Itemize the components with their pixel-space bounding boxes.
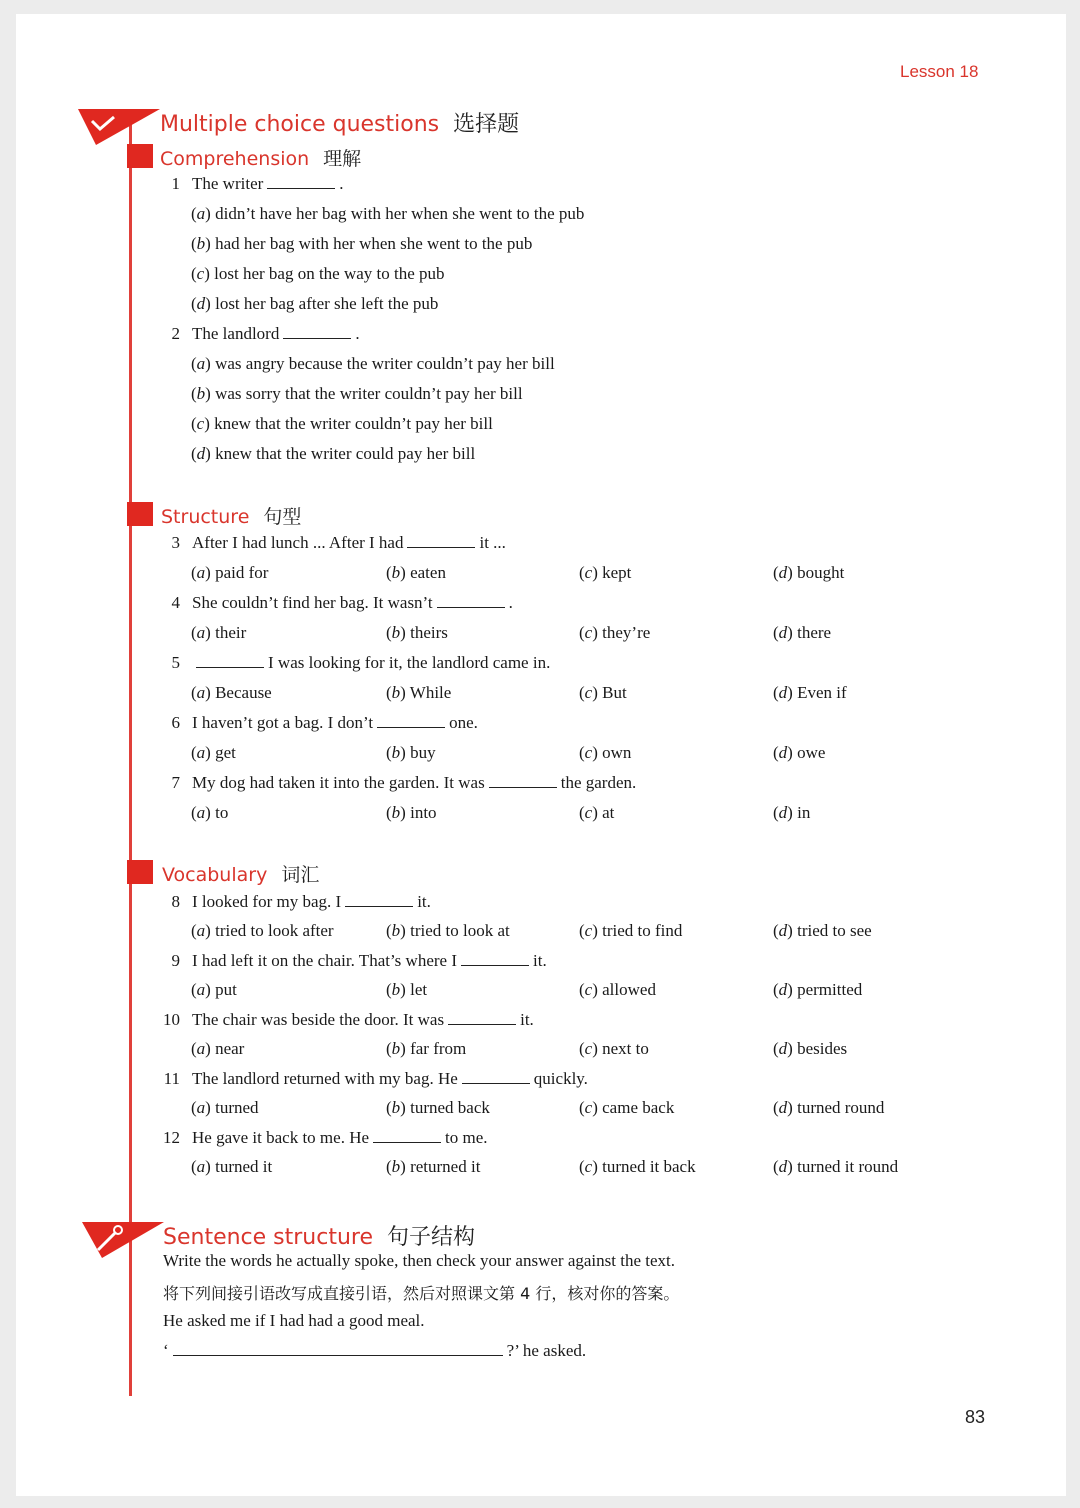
lesson-label: Lesson 18 [900, 62, 979, 81]
answer-blank[interactable] [345, 905, 413, 907]
section-marker [127, 144, 153, 168]
question-stem: I looked for my bag. I it. [192, 892, 431, 911]
question-number: 6 [171, 713, 180, 732]
instruction-cn: 将下列间接引语改写成直接引语，然后对照课文第 4 行，核对你的答案。 [163, 1284, 680, 1303]
question-number: 9 [171, 951, 180, 970]
question-stem: The landlord returned with my bag. He quickly. [192, 1069, 588, 1088]
option-c[interactable]: (c) lost her bag on the way to the pub [191, 264, 445, 283]
option-a[interactable]: (a) was angry because the writer couldn’t pay her bill [191, 354, 555, 373]
question-stem: I had left it on the chair. That’s where I it. [192, 951, 547, 970]
option-a[interactable]: (a) get [191, 743, 236, 762]
option-b[interactable]: (b) returned it [386, 1157, 481, 1176]
answer-blank[interactable] [448, 1023, 516, 1025]
option-b[interactable]: (b) eaten [386, 563, 446, 582]
mcq-heading: Multiple choice questions 选择题 [160, 112, 520, 137]
checkmark-icon [78, 107, 160, 147]
option-c[interactable]: (c) tried to find [579, 921, 683, 940]
option-d[interactable]: (d) tried to see [773, 921, 872, 940]
answer-blank[interactable] [437, 606, 505, 608]
option-b[interactable]: (b) turned back [386, 1098, 490, 1117]
answer-blank[interactable] [373, 1141, 441, 1143]
answer-blank[interactable] [489, 786, 557, 788]
question-number: 5 [171, 653, 180, 672]
option-a[interactable]: (a) put [191, 980, 237, 999]
option-d[interactable]: (d) owe [773, 743, 826, 762]
question-stem: She couldn’t find her bag. It wasn’t . [192, 593, 513, 612]
option-d[interactable]: (d) lost her bag after she left the pub [191, 294, 439, 313]
option-b[interactable]: (b) While [386, 683, 452, 702]
option-d[interactable]: (d) bought [773, 563, 845, 582]
section-marker [127, 502, 153, 526]
structure-heading: Structure 句型 [161, 506, 302, 528]
question-stem: The landlord . [192, 324, 360, 343]
option-d[interactable]: (d) permitted [773, 980, 863, 999]
margin-rule [129, 114, 132, 1396]
option-d[interactable]: (d) turned it round [773, 1157, 899, 1176]
option-c[interactable]: (c) kept [579, 563, 632, 582]
option-d[interactable]: (d) in [773, 803, 811, 822]
answer-blank[interactable] [196, 666, 264, 668]
question-number: 3 [171, 533, 180, 552]
option-d[interactable]: (d) besides [773, 1039, 848, 1058]
option-c[interactable]: (c) knew that the writer couldn’t pay her bill [191, 414, 493, 433]
option-d[interactable]: (d) turned round [773, 1098, 885, 1117]
option-a[interactable]: (a) turned it [191, 1157, 273, 1176]
option-b[interactable]: (b) let [386, 980, 428, 999]
option-a[interactable]: (a) Because [191, 683, 272, 702]
option-b[interactable]: (b) tried to look at [386, 921, 510, 940]
question-number: 1 [171, 174, 180, 193]
answer-blank[interactable] [283, 337, 351, 339]
question-number: 7 [171, 773, 180, 792]
answer-blank[interactable] [461, 964, 529, 966]
question-number: 8 [171, 892, 180, 911]
option-d[interactable]: (d) Even if [773, 683, 847, 702]
option-b[interactable]: (b) buy [386, 743, 436, 762]
section-marker [127, 860, 153, 884]
option-b[interactable]: (b) far from [386, 1039, 467, 1058]
question-stem: My dog had taken it into the garden. It was the garden. [192, 773, 637, 792]
question-stem: He gave it back to me. He to me. [192, 1128, 488, 1147]
option-b[interactable]: (b) was sorry that the writer couldn’t pay her bill [191, 384, 523, 403]
option-a[interactable]: (a) their [191, 623, 247, 642]
question-stem: I haven’t got a bag. I don’t one. [192, 713, 478, 732]
option-a[interactable]: (a) turned [191, 1098, 259, 1117]
option-b[interactable]: (b) into [386, 803, 437, 822]
option-b[interactable]: (b) had her bag with her when she went to the pub [191, 234, 533, 253]
page-number: 83 [965, 1407, 986, 1427]
answer-blank[interactable] [377, 726, 445, 728]
answer-blank[interactable] [173, 1355, 503, 1356]
instruction-en: Write the words he actually spoke, then check your answer against the text. [163, 1251, 675, 1270]
question-number: 10 [163, 1010, 180, 1029]
answer-line[interactable]: ‘ ?’ he asked. [163, 1341, 587, 1360]
option-a[interactable]: (a) to [191, 803, 229, 822]
question-stem: The writer . [192, 174, 344, 193]
wrench-icon [82, 1222, 164, 1262]
textbook-page [16, 14, 1066, 1496]
question-stem: After I had lunch ... After I had it ... [192, 533, 506, 552]
option-c[interactable]: (c) own [579, 743, 632, 762]
question-number: 2 [171, 324, 180, 343]
option-d[interactable]: (d) knew that the writer could pay her bill [191, 444, 476, 463]
option-c[interactable]: (c) allowed [579, 980, 656, 999]
question-number: 12 [163, 1128, 180, 1147]
comprehension-heading: Comprehension 理解 [160, 148, 362, 170]
option-a[interactable]: (a) tried to look after [191, 921, 334, 940]
option-a[interactable]: (a) didn’t have her bag with her when she went to the pub [191, 204, 585, 223]
option-b[interactable]: (b) theirs [386, 623, 448, 642]
question-stem: I was looking for it, the landlord came in. [192, 653, 550, 673]
question-number: 11 [163, 1069, 180, 1088]
question-number: 4 [171, 593, 180, 612]
answer-blank[interactable] [407, 546, 475, 548]
option-d[interactable]: (d) there [773, 623, 832, 642]
option-a[interactable]: (a) paid for [191, 563, 269, 582]
prompt-sentence: He asked me if I had had a good meal. [163, 1311, 425, 1330]
option-c[interactable]: (c) they’re [579, 623, 651, 642]
option-c[interactable]: (c) at [579, 803, 615, 822]
vocabulary-heading: Vocabulary 词汇 [162, 864, 320, 886]
question-stem: The chair was beside the door. It was it. [192, 1010, 534, 1029]
option-c[interactable]: (c) came back [579, 1098, 675, 1117]
option-c[interactable]: (c) turned it back [579, 1157, 696, 1176]
sentence-structure-heading: Sentence structure 句子结构 [163, 1225, 476, 1250]
answer-blank[interactable] [267, 187, 335, 189]
option-a[interactable]: (a) near [191, 1039, 245, 1058]
option-c[interactable]: (c) But [579, 683, 627, 702]
answer-blank[interactable] [462, 1082, 530, 1084]
option-c[interactable]: (c) next to [579, 1039, 649, 1058]
